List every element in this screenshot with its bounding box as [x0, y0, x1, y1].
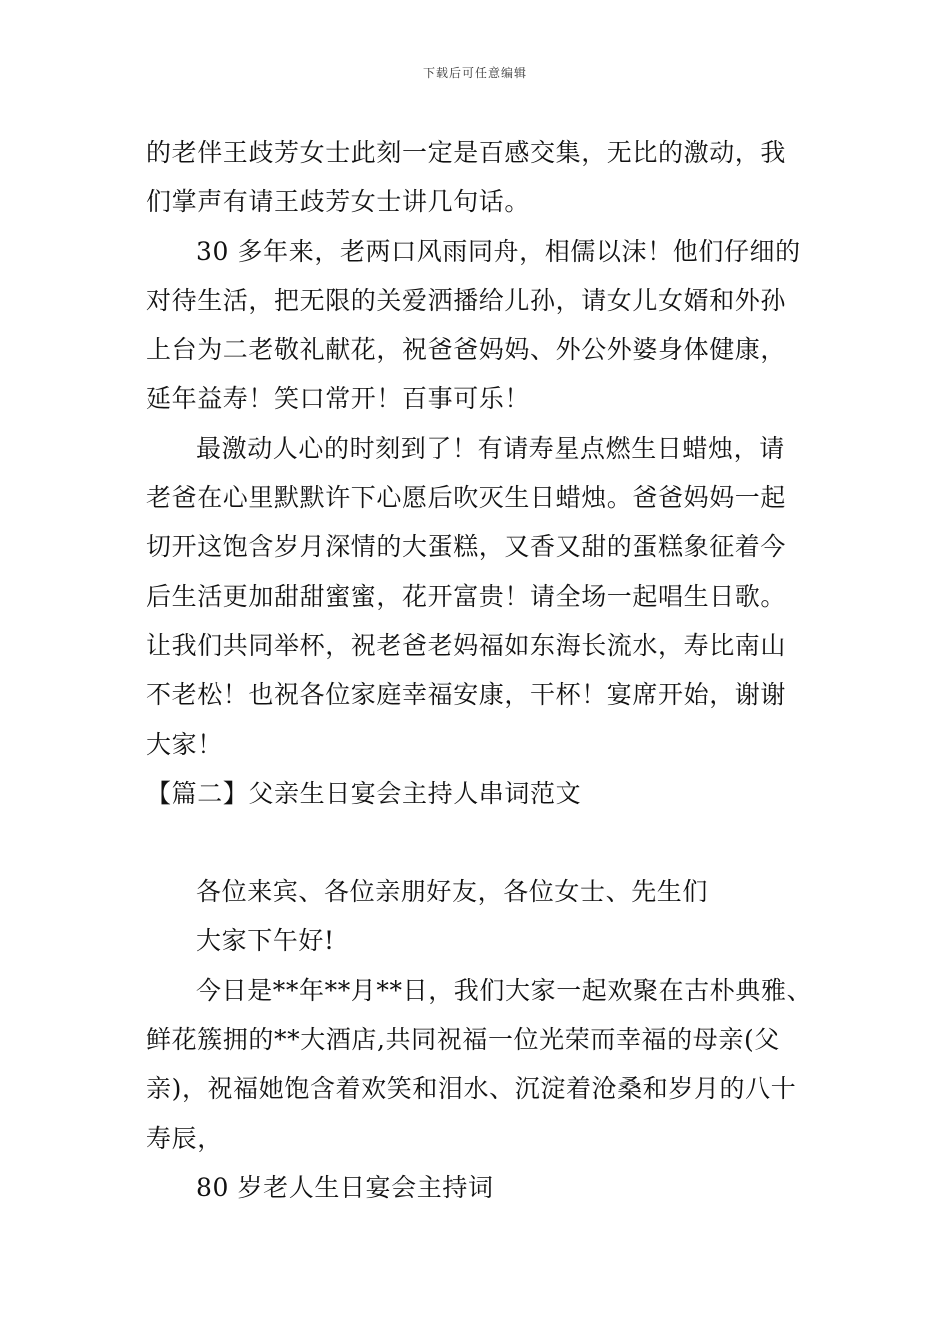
text-line: 亲)，祝福她饱含着欢笑和泪水、沉淀着沧桑和岁月的八十	[146, 1074, 797, 1104]
document-body	[146, 128, 836, 1212]
page-header: 下载后可任意编辑	[422, 66, 527, 80]
text-line: 让我们共同举杯，祝老爸老妈福如东海长流水，寿比南山	[146, 630, 787, 660]
text-line: 最激动人心的时刻到了！有请寿星点燃生日蜡烛，请	[196, 433, 785, 463]
text-line: 今日是**年**月**日，我们大家一起欢聚在古朴典雅、	[196, 975, 813, 1005]
text-line: 不老松！也祝各位家庭幸福安康，干杯！宴席开始，谢谢	[146, 680, 787, 710]
text-line: 老爸在心里默默许下心愿后吹灭生日蜡烛。爸爸妈妈一起	[146, 483, 787, 513]
text-line: 鲜花簇拥的**大酒店,共同祝福一位光荣而幸福的母亲(父	[146, 1025, 780, 1055]
section-heading: 【篇二】父亲生日宴会主持人串词范文	[146, 778, 582, 808]
text-line: 寿辰，	[146, 1123, 223, 1153]
text-line: 们掌声有请王歧芳女士讲几句话。	[146, 187, 531, 217]
text-line: 30 多年来，老两口风雨同舟，相儒以沫！他们仔细的	[196, 236, 801, 266]
text-line: 80 岁老人生日宴会主持词	[196, 1172, 494, 1202]
text-line: 延年益寿！笑口常开！百事可乐！	[146, 384, 531, 414]
text-line: 各位来宾、各位亲朋好友，各位女士、先生们	[196, 877, 709, 907]
text-line: 后生活更加甜甜蜜蜜，花开富贵！请全场一起唱生日歌。	[146, 581, 787, 611]
text-line: 的老伴王歧芳女士此刻一定是百感交集，无比的激动，我	[146, 138, 787, 167]
text-line: 对待生活，把无限的关爱洒播给儿孙，请女儿女婿和外孙	[146, 285, 787, 315]
text-line: 大家下午好!	[196, 926, 335, 956]
spacer	[146, 818, 836, 867]
text-line: 上台为二老敬礼献花，祝爸爸妈妈、外公外婆身体健康，	[146, 335, 787, 365]
text-line: 大家！	[146, 729, 223, 759]
text-line: 切开这饱含岁月深情的大蛋糕，又香又甜的蛋糕象征着今	[146, 532, 787, 562]
